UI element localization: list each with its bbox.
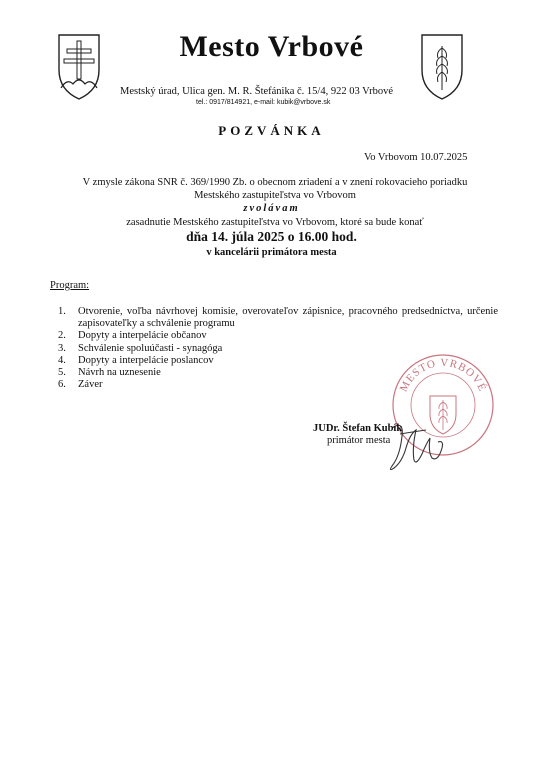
office-address: Mestský úrad, Ulica gen. M. R. Štefánika č. 15/4, 922 03 Vrbové <box>120 86 394 97</box>
item-number: 4. <box>58 354 66 366</box>
item-number: 5. <box>58 367 66 379</box>
stamp-text: MESTO VRBOVÉ <box>397 356 489 394</box>
list-item <box>58 330 498 342</box>
handwritten-signature-icon <box>382 408 452 478</box>
list-item <box>58 306 498 330</box>
session-date-time: dňa 14. júla 2025 o 16.00 hod. <box>186 229 357 244</box>
item-number: 2. <box>58 330 66 342</box>
session-line: zasadnutie Mestského zastupiteľstva vo Vrbovom, ktoré sa bude konať <box>126 217 424 228</box>
item-text: Schválenie spoluúčasti - synagóga <box>78 342 223 354</box>
signatory-role: primátor mesta <box>327 435 391 446</box>
item-text: Záver <box>78 379 103 391</box>
program-label: Program: <box>50 280 90 291</box>
item-text: Dopyty a interpelácie občanov <box>78 330 207 342</box>
item-number: 3. <box>58 342 66 354</box>
signatory-name: JUDr. Štefan Kubík <box>313 423 403 434</box>
item-text: Návrh na uznesenie <box>78 367 161 379</box>
document-heading: POZVÁNKA <box>218 123 325 138</box>
item-number: 6. <box>58 379 66 391</box>
intro-line-2: Mestského zastupiteľstva vo Vrbovom <box>194 190 356 201</box>
contact-line: tel.: 0917/814921, e-mail: kubik@vrbove.sk <box>196 99 331 106</box>
intro-paragraph <box>40 176 510 202</box>
place-date: Vo Vrbovom 10.07.2025 <box>364 152 468 163</box>
item-text: Dopyty a interpelácie poslancov <box>78 354 214 366</box>
item-number: 1. <box>58 306 66 317</box>
intro-line-1: V zmysle zákona SNR č. 369/1990 Zb. o obecnom zriadení a v znení rokovacieho poriadku <box>82 177 468 188</box>
municipality-title: Mesto Vrbové <box>179 30 364 63</box>
session-place: v kancelárii primátora mesta <box>206 247 337 258</box>
item-text: Otvorenie, voľba návrhovej komisie, overovateľov zápisnice, pracovného predsedníctva, určenie zapisovateľky a schválenie programu <box>78 306 498 330</box>
convening-word: zvolávam <box>243 203 300 214</box>
